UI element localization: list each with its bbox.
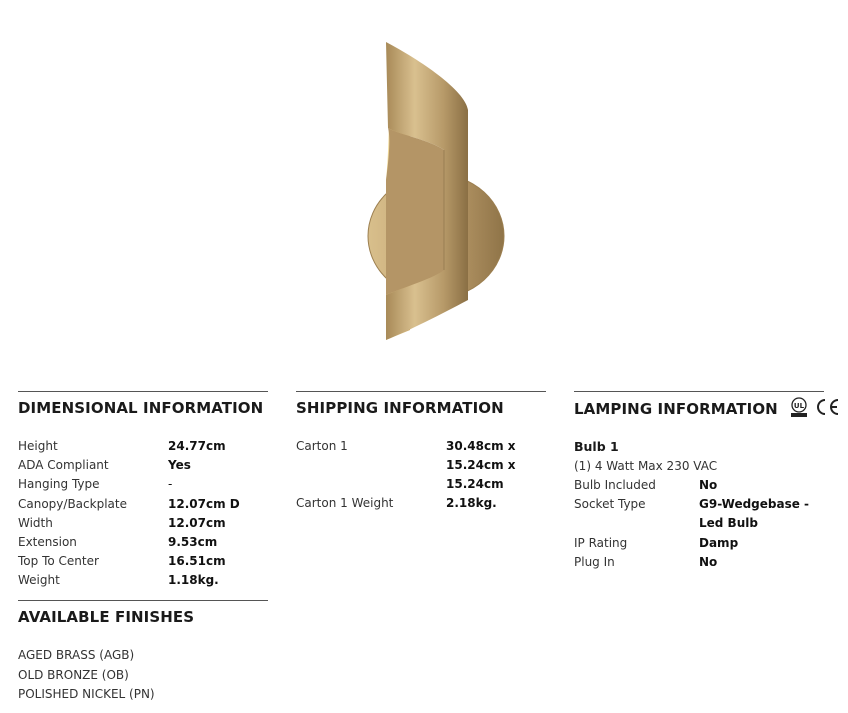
- spec-value: Yes: [168, 458, 191, 473]
- spec-label: Plug In: [574, 554, 615, 569]
- section-divider: [18, 391, 268, 392]
- spec-value: No: [699, 554, 718, 569]
- spec-label: IP Rating: [574, 535, 628, 550]
- spec-row: [18, 495, 268, 514]
- spec-value: 30.48cm x 15.24cm x 15.24cm: [446, 439, 516, 491]
- spec-label: Socket Type: [574, 497, 646, 512]
- spec-row: [296, 494, 546, 513]
- spec-row: [18, 514, 268, 533]
- dimensional-information-heading: DIMENSIONAL INFORMATION: [18, 399, 264, 417]
- spec-value: G9-Wedgebase - Led Bulb: [699, 497, 810, 531]
- lamping-information-heading: LAMPING INFORMATION: [574, 400, 778, 418]
- spec-label: Top To Center: [18, 554, 99, 569]
- svg-text:UL: UL: [793, 402, 805, 410]
- spec-row: [18, 533, 268, 552]
- spec-row: [18, 475, 268, 494]
- bulb-title: Bulb 1: [574, 439, 619, 454]
- finish-item: OLD BRONZE (OB): [18, 667, 129, 682]
- finish-item: POLISHED NICKEL (PN): [18, 687, 155, 701]
- spec-row: [18, 571, 268, 590]
- spec-value: 2.18kg.: [446, 496, 497, 510]
- spec-row: [296, 437, 546, 494]
- spec-label: Width: [18, 515, 53, 530]
- truncated-row: [296, 513, 546, 519]
- spec-value: 9.53cm: [168, 535, 218, 550]
- section-divider: [18, 600, 268, 601]
- spec-row: [18, 456, 268, 475]
- spec-label: Carton 1 Weight: [296, 496, 394, 510]
- finish-item: AGED BRASS (AGB): [18, 648, 135, 662]
- available-finishes-heading: AVAILABLE FINISHES: [18, 608, 195, 626]
- spec-value: 24.77cm: [168, 439, 226, 453]
- ce-mark-icon: [814, 398, 840, 420]
- spec-row: [574, 495, 830, 533]
- spec-row: [18, 552, 268, 571]
- dimensional-information-section: [18, 391, 268, 591]
- spec-label: Hanging Type: [18, 477, 100, 492]
- spec-label: Height: [18, 439, 58, 453]
- spec-label: Carton 1: [296, 439, 348, 453]
- spec-value: 1.18kg.: [168, 573, 219, 588]
- wall-sconce-image: [350, 30, 520, 350]
- spec-value: 12.07cm: [168, 515, 226, 530]
- spec-row: [18, 437, 268, 456]
- spec-label: Weight: [18, 573, 60, 588]
- spec-value: No: [699, 478, 718, 492]
- spec-value: 12.07cm D: [168, 496, 240, 511]
- section-divider: [574, 391, 824, 392]
- spec-row: [574, 534, 830, 553]
- lamping-information-section: [574, 391, 830, 572]
- spec-value: -: [168, 477, 173, 492]
- lamping-information-header: [574, 399, 830, 419]
- spec-label: Extension: [18, 535, 77, 550]
- shipping-information-heading: SHIPPING INFORMATION: [296, 399, 504, 417]
- spec-value: 16.51cm: [168, 554, 226, 569]
- spec-row: [574, 553, 830, 572]
- spec-label: Canopy/Backplate: [18, 496, 127, 511]
- shipping-information-section: [296, 391, 546, 519]
- available-finishes-section: [18, 600, 268, 705]
- ul-listed-icon: [788, 396, 810, 422]
- spec-row: [574, 476, 830, 495]
- spec-value: Damp: [699, 535, 739, 550]
- bulb-description: (1) 4 Watt Max 230 VAC: [574, 459, 718, 473]
- spec-label: ADA Compliant: [18, 458, 109, 473]
- section-divider: [296, 391, 546, 392]
- spec-label: Bulb Included: [574, 478, 656, 492]
- certifications: [788, 396, 840, 422]
